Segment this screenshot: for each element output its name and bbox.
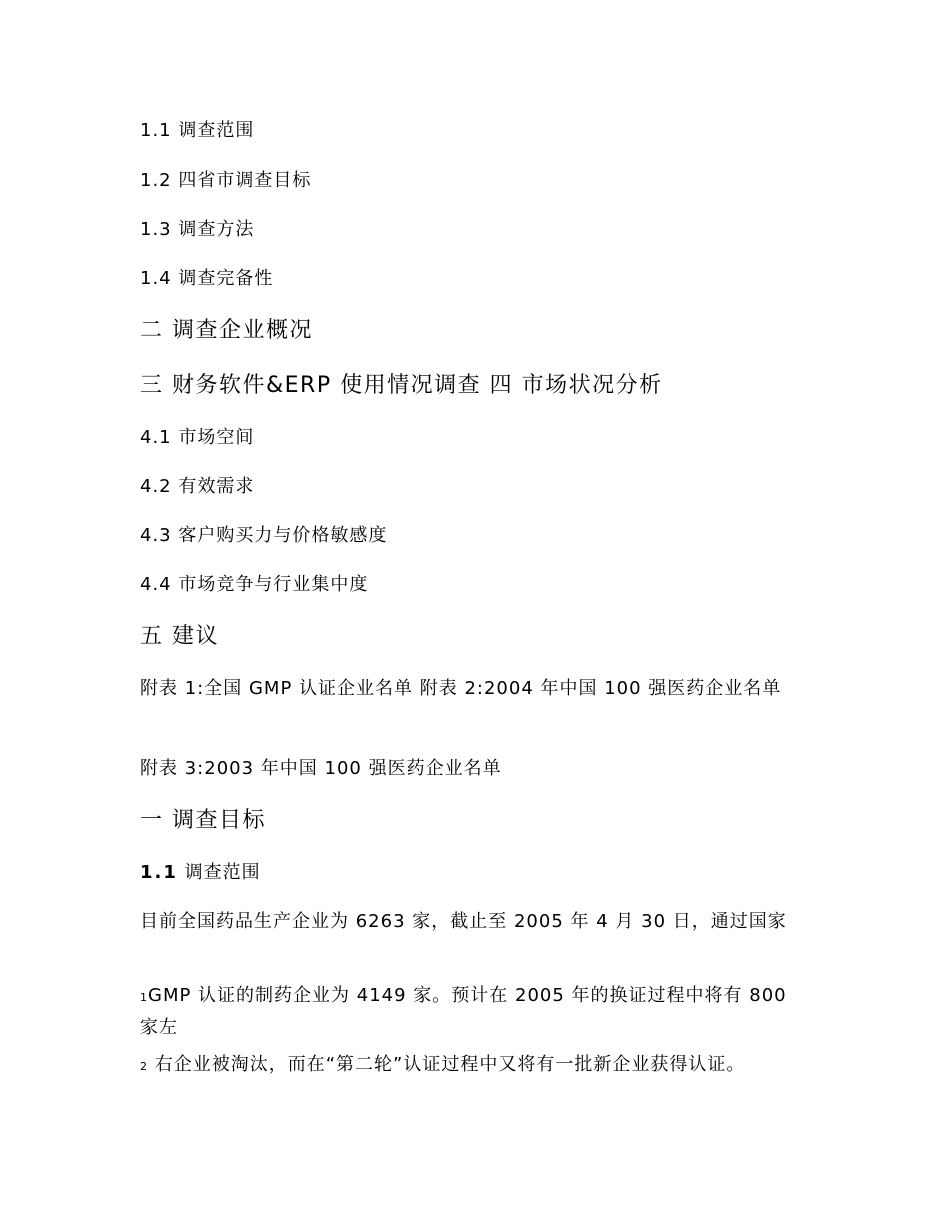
appendix-item-3: 附表 3:2003 年中国 100 强医药企业名单 <box>140 758 502 779</box>
footnote-marker: 1 <box>140 991 148 1004</box>
footnote-marker: 2 <box>140 1060 148 1073</box>
paragraph-2 <box>140 981 810 1043</box>
paragraph-3 <box>140 1050 810 1082</box>
toc-item-4-3: 4.3 客户购买力与价格敏感度 <box>140 525 388 546</box>
subsection-heading-1-1 <box>140 858 810 888</box>
appendix-list-1-2: 附表 1:全国 GMP 认证企业名单 附表 2:2004 年中国 100 强医药企业名单 <box>140 678 782 699</box>
toc-item-1-2: 1.2 四省市调查目标 <box>140 170 312 191</box>
toc-item-1-1: 1.1 调查范围 <box>140 120 255 141</box>
section-heading-1: 一 调查目标 <box>140 808 266 833</box>
subsection-number: 1.1 <box>140 862 178 883</box>
subsection-title: 调查范围 <box>184 862 261 883</box>
toc-heading-5: 五 建议 <box>140 624 219 649</box>
toc-heading-3-4: 三 财务软件&ERP 使用情况调查 四 市场状况分析 <box>140 373 663 398</box>
paragraph-1: 目前全国药品生产企业为 6263 家，截止至 2005 年 4 月 30 日，通过国家 <box>140 911 787 932</box>
toc-heading-2: 二 调查企业概况 <box>140 318 313 343</box>
toc-item-1-3: 1.3 调查方法 <box>140 219 255 240</box>
toc-item-1-4: 1.4 调查完备性 <box>140 268 274 289</box>
toc-item-4-1: 4.1 市场空间 <box>140 427 255 448</box>
toc-item-4-2: 4.2 有效需求 <box>140 476 255 497</box>
toc-item-4-4: 4.4 市场竞争与行业集中度 <box>140 574 369 595</box>
paragraph-2-text: GMP 认证的制药企业为 4149 家。预计在 2005 年的换证过程中将有 800 家左 <box>140 985 787 1038</box>
paragraph-3-text: 右企业被淘汰，而在“第二轮”认证过程中又将有一批新企业获得认证。 <box>154 1054 746 1075</box>
